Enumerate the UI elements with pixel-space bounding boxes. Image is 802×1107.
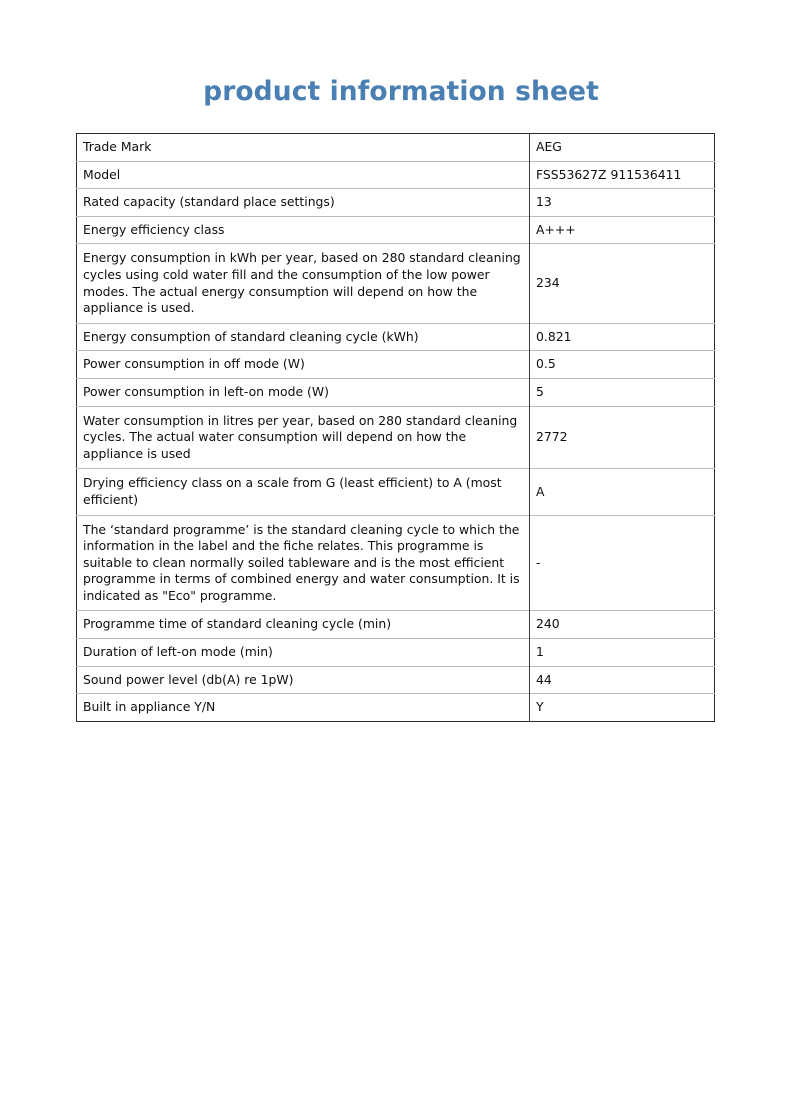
spec-value: Y (536, 699, 544, 715)
table-row (77, 469, 715, 515)
table-row (77, 244, 715, 323)
spec-label: Energy consumption of standard cleaning cycle (kWh) (77, 323, 530, 351)
spec-value: 2772 (536, 429, 568, 445)
table-row (77, 611, 715, 639)
product-information-table (76, 133, 715, 722)
spec-label: Power consumption in left-on mode (W) (77, 378, 530, 406)
spec-label: Programme time of standard cleaning cycle (min) (77, 611, 530, 639)
spec-label: Built in appliance Y/N (77, 694, 530, 722)
table-row (77, 323, 715, 351)
spec-label: Duration of left-on mode (min) (77, 639, 530, 667)
spec-value: 0.821 (536, 328, 572, 344)
table-body (77, 134, 715, 722)
table-row (77, 351, 715, 379)
spec-label: Water consumption in litres per year, based on 280 standard cleaning cycles. The actual water consumption will depend on how the appliance is used (77, 406, 530, 469)
table-row (77, 378, 715, 406)
table-row (77, 639, 715, 667)
spec-value: 234 (536, 275, 560, 291)
spec-value: 240 (536, 616, 560, 632)
spec-value: AEG (536, 139, 562, 154)
spec-value: A+++ (536, 221, 576, 237)
table-row (77, 161, 715, 189)
table-row (77, 666, 715, 694)
table-row (77, 515, 715, 611)
spec-value: 5 (536, 383, 544, 399)
spec-label: Model (77, 161, 530, 189)
spec-value: 0.5 (536, 356, 556, 372)
spec-label: Sound power level (db(A) re 1pW) (77, 666, 530, 694)
table-row (77, 189, 715, 217)
spec-value: - (536, 554, 541, 570)
spec-label: The ‘standard programme’ is the standard cleaning cycle to which the information in the label and the fiche relates. This programme is suitable to clean normally soiled tableware and is the most efficient programme in terms of combined energy and water consumption. It is indicated as "Eco" programme. (77, 515, 530, 611)
spec-label: Rated capacity (standard place settings) (77, 189, 530, 217)
spec-label: Energy efficiency class (77, 216, 530, 244)
spec-label: Power consumption in off mode (W) (77, 351, 530, 379)
table-row (77, 134, 715, 162)
spec-label: Drying efficiency class on a scale from G (least efficient) to A (most efficient) (77, 469, 530, 515)
table-row (77, 694, 715, 722)
page-title: product information sheet (203, 76, 599, 107)
table-row (77, 406, 715, 469)
spec-label: Trade Mark (77, 134, 530, 162)
spec-label: Energy consumption in kWh per year, based on 280 standard cleaning cycles using cold water fill and the consumption of the low power modes. The actual energy consumption will depend on how the appliance is used. (77, 244, 530, 323)
table-row (77, 216, 715, 244)
spec-value: A (536, 483, 545, 499)
spec-value: 44 (536, 671, 552, 687)
spec-value: FSS53627Z 911536411 (536, 166, 682, 182)
spec-value: 1 (536, 644, 544, 660)
spec-value: 13 (536, 194, 552, 210)
